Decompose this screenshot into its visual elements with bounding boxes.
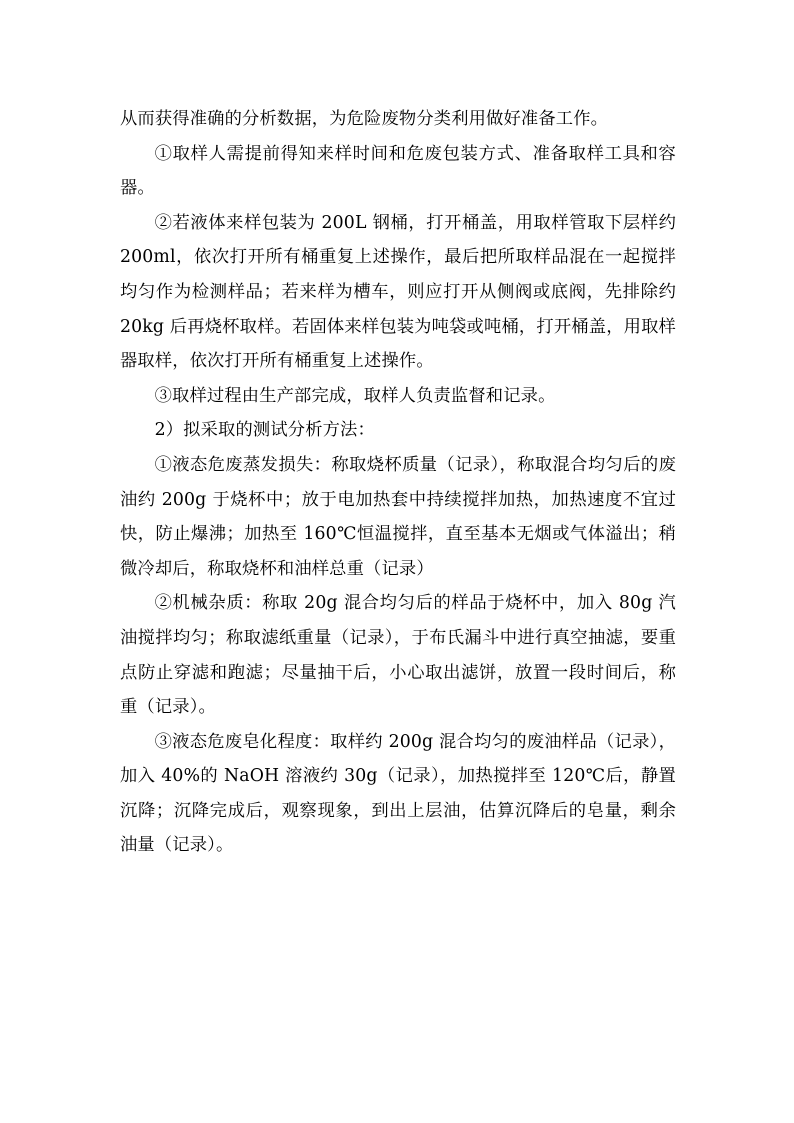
paragraph-step-2-sampling: ②若液体来样包装为 200L 钢桶，打开桶盖，用取样管取下层样约 200ml，依次打开所有桶重复上述操作，最后把所取样品混在一起搅拌均匀作为检测样品；若来样为槽车，则应打开从侧阀或底阀，先排除约 20kg 后再烧杯取样。若固体来样包装为吨袋或吨桶，打开桶盖，用取样器取样，依次打开所有桶重复上述操作。 (120, 212, 676, 372)
paragraph-method-evaporation-loss: ①液态危废蒸发损失：称取烧杯质量（记录），称取混合均匀后的废油约 200g 于烧杯中；放于电加热套中持续搅拌加热，加热速度不宜过快，防止爆沸；加热至 160℃恒温搅拌，直至基本无烟或气体溢出；稍微冷却后，称取烧杯和油样总重（记录） (120, 454, 676, 579)
paragraph-step-3-supervision: ③取样过程由生产部完成，取样人负责监督和记录。 (154, 385, 556, 406)
paragraph-method-saponification: ③液态危废皂化程度：取样约 200g 混合均匀的废油样品（记录），加入 40%的 NaOH 溶液约 30g（记录），加热搅拌至 120℃后，静置沉降；沉降完成后，观察现象，到出上层油，估算沉降后的皂量，剩余油量（记录）。 (120, 731, 676, 856)
paragraph-step-1-preparation: ①取样人需提前得知来样时间和危废包装方式、准备取样工具和容器。 (120, 143, 676, 199)
document-body (120, 102, 676, 863)
paragraph-continuation: 从而获得准确的分析数据，为危险废物分类利用做好准备工作。 (120, 109, 609, 129)
paragraph-method-mechanical-impurities: ②机械杂质：称取 20g 混合均匀后的样品于烧杯中，加入 80g 汽油搅拌均匀；称取滤纸重量（记录），于布氏漏斗中进行真空抽滤，要重点防止穿滤和跑滤；尽量抽干后，小心取出滤饼，放置一段时间后，称重（记录）。 (120, 593, 676, 718)
section-heading-test-methods: 2）拟采取的测试分析方法： (154, 420, 375, 441)
